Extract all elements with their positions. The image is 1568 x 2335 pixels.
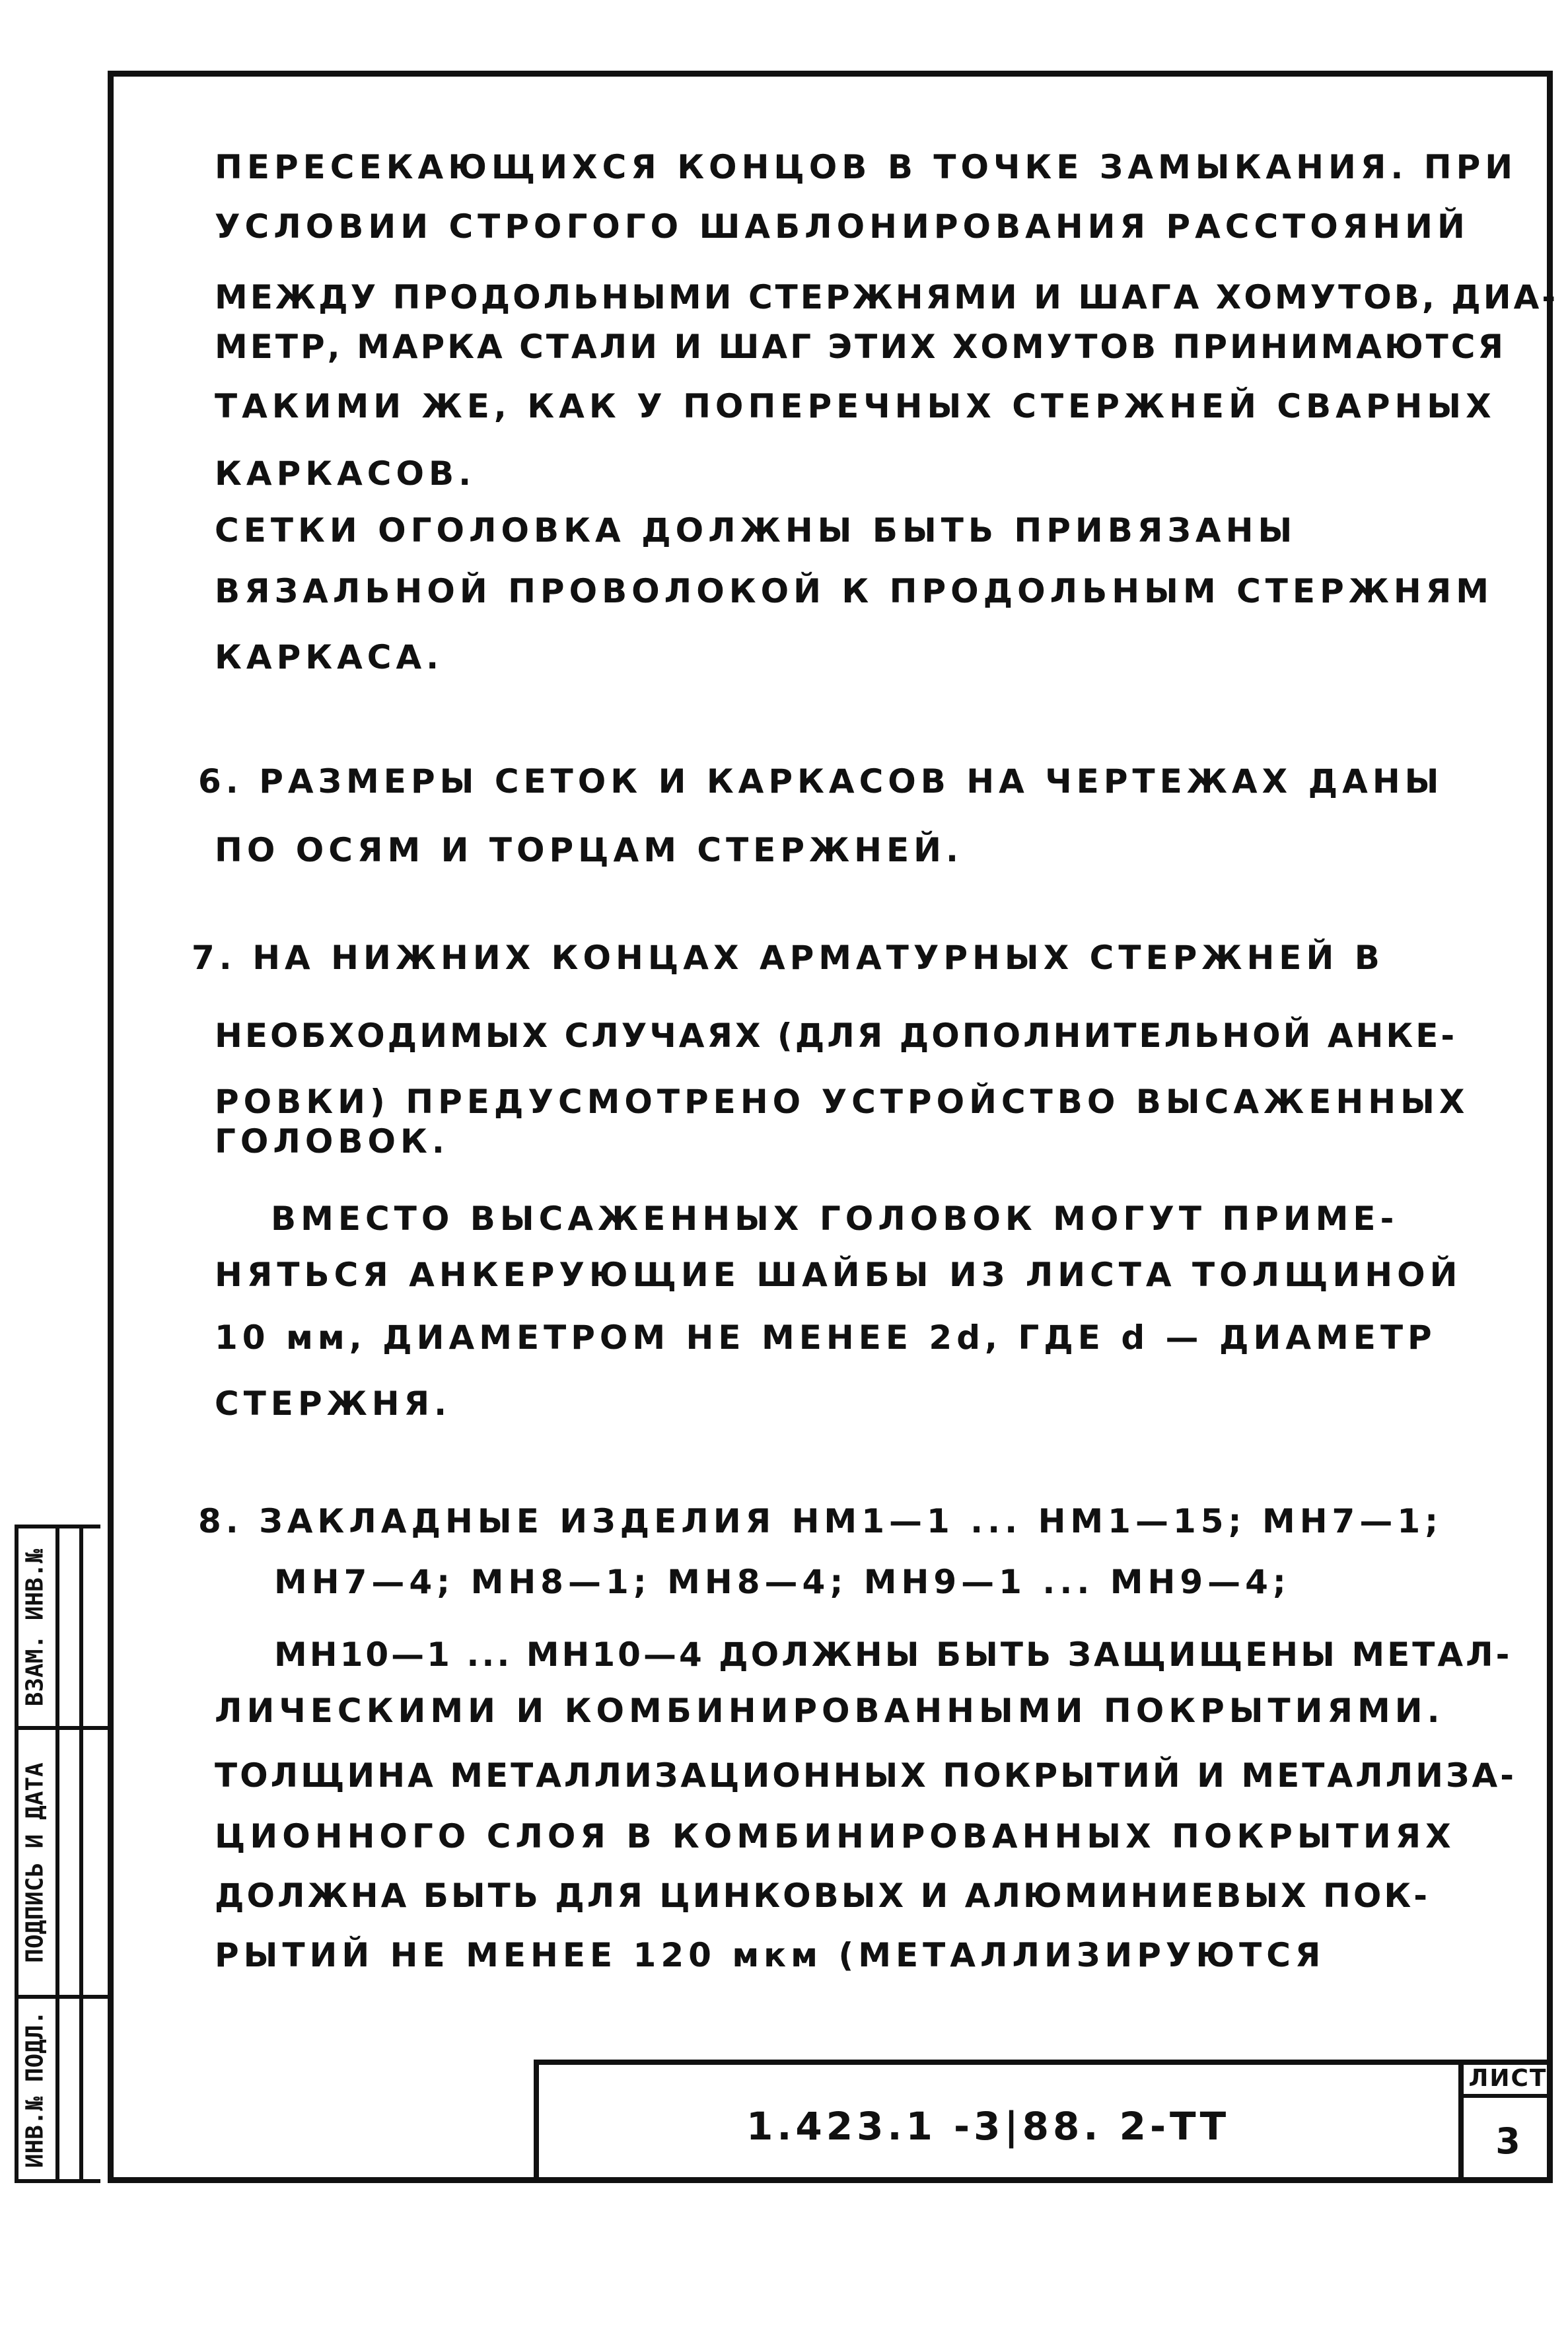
- text-line: НЕОБХОДИМЫХ СЛУЧАЯХ (ДЛЯ ДОПОЛНИТЕЛЬНОЙ АНКЕ-: [215, 1017, 1458, 1055]
- clause-6-line: 6. РАЗМЕРЫ СЕТОК И КАРКАСОВ НА ЧЕРТЕЖАХ ДАНЫ: [198, 762, 1444, 801]
- text-line: НЯТЬСЯ АНКЕРУЮЩИЕ ШАЙБЫ ИЗ ЛИСТА ТОЛЩИНОЙ: [215, 1256, 1462, 1294]
- clause-7-line: 7. НА НИЖНИХ КОНЦАХ АРМАТУРНЫХ СТЕРЖНЕЙ В: [192, 939, 1384, 977]
- text-line: КАРКАСА.: [215, 638, 444, 676]
- text-line: МЕЖДУ ПРОДОЛЬНЫМИ СТЕРЖНЯМИ И ШАГА ХОМУТОВ, ДИА-: [215, 278, 1559, 316]
- clause-8-line: 8. ЗАКЛАДНЫЕ ИЗДЕЛИЯ НМ1—1 ... НМ1—15; МН7—1;: [198, 1502, 1443, 1540]
- text-line: СЕТКИ ОГОЛОВКА ДОЛЖНЫ БЫТЬ ПРИВЯЗАНЫ: [215, 511, 1297, 550]
- text-line: ВМЕСТО ВЫСАЖЕННЫХ ГОЛОВОК МОГУТ ПРИМЕ-: [271, 1200, 1399, 1238]
- text-line: ДОЛЖНА БЫТЬ ДЛЯ ЦИНКОВЫХ И АЛЮМИНИЕВЫХ ПОК-: [215, 1877, 1431, 1915]
- text-line: ПЕРЕСЕКАЮЩИХСЯ КОНЦОВ В ТОЧКЕ ЗАМЫКАНИЯ. ПРИ: [215, 148, 1518, 186]
- text-line: ГОЛОВОК.: [215, 1122, 449, 1161]
- text-line: УСЛОВИИ СТРОГОГО ШАБЛОНИРОВАНИЯ РАССТОЯНИЙ: [215, 207, 1470, 246]
- text-line: ЛИЧЕСКИМИ И КОМБИНИРОВАННЫМИ ПОКРЫТИЯМИ.: [215, 1692, 1444, 1730]
- text-line: ВЯЗАЛЬНОЙ ПРОВОЛОКОЙ К ПРОДОЛЬНЫМ СТЕРЖНЯМ: [215, 572, 1494, 610]
- text-line: МЕТР, МАРКА СТАЛИ И ШАГ ЭТИХ ХОМУТОВ ПРИНИМАЮТСЯ: [215, 328, 1506, 366]
- text-line: 10 мм, ДИАМЕТРОМ НЕ МЕНЕЕ 2d, ГДЕ d — ДИАМЕТР: [215, 1318, 1437, 1357]
- document-code: 1.423.1 -3|88. 2-ТТ: [746, 2104, 1230, 2149]
- sheet-divider: [1458, 2094, 1553, 2098]
- stamp-signature-and-date: ПОДПИСЬ И ДАТА: [21, 1762, 49, 1963]
- stamp-divider: [79, 1525, 83, 2183]
- text-line: СТЕРЖНЯ.: [215, 1384, 452, 1423]
- sheet-label: ЛИСТ: [1468, 2065, 1548, 2092]
- text-line: РЫТИЙ НЕ МЕНЕЕ 120 мкм (МЕТАЛЛИЗИРУЮТСЯ: [215, 1936, 1326, 1974]
- sheet-number: 3: [1495, 2120, 1520, 2162]
- text-line: МН7—4; МН8—1; МН8—4; МН9—1 ... МН9—4;: [274, 1563, 1291, 1601]
- text-line: РОВКИ) ПРЕДУСМОТРЕНО УСТРОЙСТВО ВЫСАЖЕННЫХ: [215, 1083, 1470, 1121]
- stamp-divider: [55, 1525, 59, 2183]
- text-line: ТОЛЩИНА МЕТАЛЛИЗАЦИОННЫХ ПОКРЫТИЙ И МЕТАЛЛИЗА-: [215, 1756, 1516, 1795]
- stamp-inv-no-original: ИНВ.№ ПОДЛ.: [21, 2010, 49, 2168]
- text-line: ПО ОСЯМ И ТОРЦАМ СТЕРЖНЕЙ.: [215, 831, 964, 869]
- text-line: ЦИОННОГО СЛОЯ В КОМБИНИРОВАННЫХ ПОКРЫТИЯХ: [215, 1817, 1456, 1855]
- text-line: КАРКАСОВ.: [215, 454, 476, 493]
- text-line: ТАКИМИ ЖЕ, КАК У ПОПЕРЕЧНЫХ СТЕРЖНЕЙ СВАРНЫХ: [215, 387, 1496, 425]
- text-line: МН10—1 ... МН10—4 ДОЛЖНЫ БЫТЬ ЗАЩИЩЕНЫ МЕТАЛ-: [274, 1635, 1513, 1674]
- stamp-replacing-inv-no: ВЗАМ. ИНВ.№: [21, 1548, 49, 1706]
